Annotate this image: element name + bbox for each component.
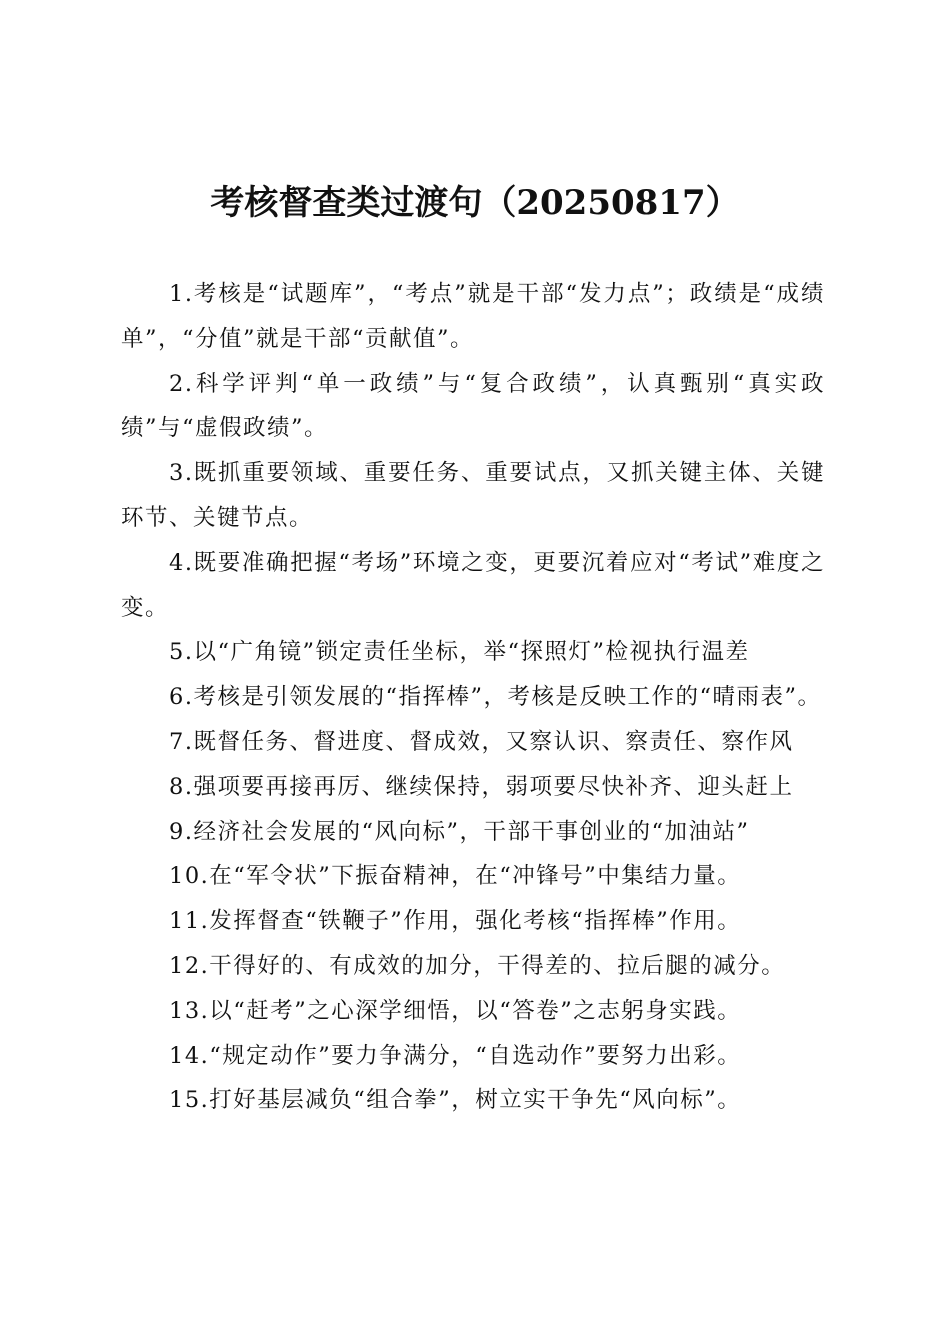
paragraph-3: 3.既抓重要领域、重要任务、重要试点，又抓关键主体、关键环节、关键节点。: [121, 460, 825, 531]
paragraph-12: 12.干得好的、有成效的加分，干得差的、拉后腿的减分。: [169, 952, 786, 979]
paragraph-11: 11.发挥督查“铁鞭子”作用，强化考核“指挥棒”作用。: [169, 908, 742, 935]
paragraph-7: 7.既督任务、督进度、督成效，又察认识、察责任、察作风: [169, 728, 794, 755]
paragraph-14: 14.“规定动作”要力争满分，“自选动作”要努力出彩。: [169, 1042, 742, 1069]
paragraph-1: 1.考核是“试题库”，“考点”就是干部“发力点”；政绩是“成绩单”，“分值”就是干部“贡献值”。: [121, 281, 825, 352]
paragraph-8: 8.强项要再接再厉、继续保持，弱项要尽快补齐、迎头赶上: [169, 773, 794, 800]
paragraph-10: 10.在“军令状”下振奋精神，在“冲锋号”中集结力量。: [169, 863, 742, 890]
document-title: 考核督查类过渡句（20250817）: [210, 183, 740, 223]
paragraph-6: 6.考核是引领发展的“指挥棒”，考核是反映工作的“晴雨表”。: [169, 684, 822, 711]
document-body: [121, 272, 825, 1123]
paragraph-13: 13.以“赶考”之心深学细悟，以“答卷”之志躬身实践。: [169, 997, 742, 1024]
paragraph-9: 9.经济社会发展的“风向标”，干部干事创业的“加油站”: [169, 818, 750, 845]
paragraph-4: 4.既要准确把握“考场”环境之变，更要沉着应对“考试”难度之变。: [121, 549, 825, 621]
paragraph-5: 5.以“广角镜”锁定责任坐标，举“探照灯”检视执行温差: [169, 639, 750, 666]
paragraph-15: 15.打好基层减负“组合拳”，树立实干争先“风向标”。: [169, 1087, 742, 1114]
paragraph-2: 2.科学评判“单一政绩”与“复合政绩”，认真甄别“真实政绩”与“虚假政绩”。: [121, 370, 825, 442]
